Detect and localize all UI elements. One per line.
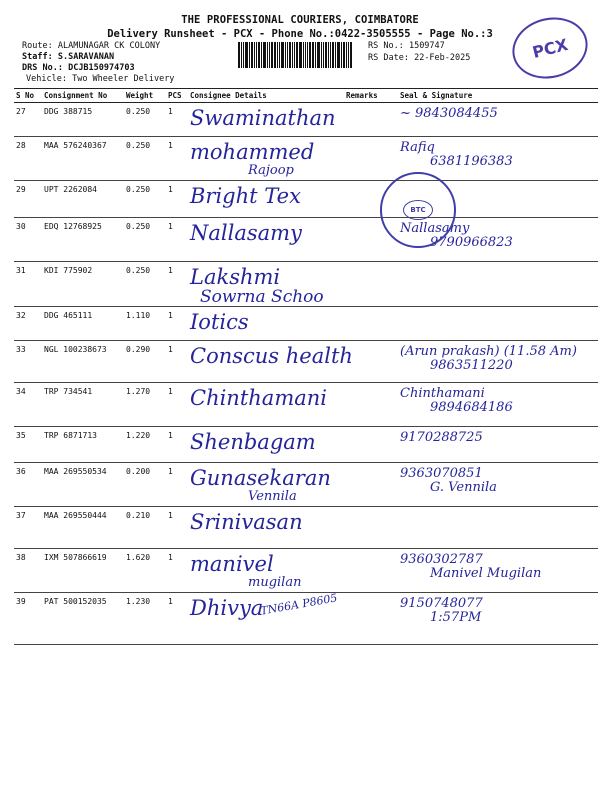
cell-remarks — [344, 383, 398, 427]
barcode-bar — [281, 42, 284, 68]
barcode — [238, 42, 362, 68]
runsheet-table — [14, 88, 598, 645]
cell-weight: 0.250 — [124, 137, 166, 181]
col-consignee: Consignee Details — [188, 89, 344, 103]
signature-line2: Manivel Mugilan — [430, 566, 542, 581]
col-weight: Weight — [124, 89, 166, 103]
signature-line1: Chinthamani — [400, 386, 485, 401]
cell-pcs: 1 — [166, 262, 188, 307]
barcode-bar — [307, 42, 308, 68]
cell-consignment: UPT 2262084 — [42, 181, 124, 218]
consignee-name: Dhivya — [190, 596, 264, 620]
cell-consignee — [188, 463, 344, 507]
rs-no-line — [368, 41, 470, 53]
consignee-name: Gunasekaran — [190, 466, 331, 490]
cell-consignment: TRP 734541 — [42, 383, 124, 427]
table-row — [14, 507, 598, 549]
cell-pcs: 1 — [166, 507, 188, 549]
consignee-side-note: TN66A P8605 — [259, 591, 339, 618]
cell-consignment: PAT 500152035 — [42, 593, 124, 645]
barcode-bar — [328, 42, 329, 68]
table-row — [14, 427, 598, 463]
signature-line1: 9150748077 — [400, 596, 483, 611]
page-title: THE PROFESSIONAL COURIERS, COIMBATORE — [181, 14, 419, 26]
cell-sno: 39 — [14, 593, 42, 645]
cell-consignment: MAA 576240367 — [42, 137, 124, 181]
cell-remarks — [344, 593, 398, 645]
table-row — [14, 549, 598, 593]
consignee-name: Srinivasan — [190, 510, 303, 534]
table-row — [14, 383, 598, 427]
consignee-name: Nallasamy — [190, 221, 302, 245]
barcode-bar — [292, 42, 293, 68]
cell-consignment: NGL 100238673 — [42, 341, 124, 383]
table-header-row — [14, 89, 598, 103]
cell-consignment: MAA 269550534 — [42, 463, 124, 507]
barcode-bar — [299, 42, 302, 68]
route-line — [22, 41, 174, 52]
cell-remarks — [344, 307, 398, 341]
cell-sno: 35 — [14, 427, 42, 463]
cell-signature — [398, 103, 598, 137]
table-row — [14, 218, 598, 262]
drs-line — [22, 63, 174, 74]
barcode-bar — [332, 42, 334, 68]
cell-pcs: 1 — [166, 463, 188, 507]
drs-label: DRS No.: — [22, 63, 63, 73]
consignee-name: Iotics — [190, 310, 249, 334]
cell-consignment: TRP 6871713 — [42, 427, 124, 463]
cell-consignee — [188, 262, 344, 307]
cell-remarks — [344, 507, 398, 549]
col-sno: S No — [14, 89, 42, 103]
cell-signature — [398, 262, 598, 307]
cell-pcs: 1 — [166, 427, 188, 463]
barcode-bar — [285, 42, 286, 68]
barcode-bar — [274, 42, 276, 68]
cell-weight: 0.250 — [124, 103, 166, 137]
barcode-bar — [305, 42, 306, 68]
staff-line — [22, 52, 174, 63]
cell-remarks — [344, 103, 398, 137]
table-row — [14, 262, 598, 307]
signature-line1: ~ 9843084455 — [400, 106, 498, 121]
cell-weight: 0.250 — [124, 181, 166, 218]
cell-signature — [398, 463, 598, 507]
cell-consignee — [188, 507, 344, 549]
barcode-bar — [303, 42, 304, 68]
barcode-bar — [312, 42, 314, 68]
signature-line1: Nallasamy — [400, 221, 470, 236]
cell-consignee — [188, 341, 353, 383]
barcode-bar — [271, 42, 273, 68]
consignee-name-line2: Rajoop — [248, 163, 294, 178]
rs-no-label: RS No.: — [368, 41, 404, 51]
table-row — [14, 181, 598, 218]
cell-pcs: 1 — [166, 307, 188, 341]
barcode-bar — [309, 42, 311, 68]
cell-pcs: 1 — [166, 593, 188, 645]
barcode-bar — [261, 42, 262, 68]
table-row — [14, 341, 598, 383]
cell-sno: 34 — [14, 383, 42, 427]
cell-consignment: DDG 388715 — [42, 103, 124, 137]
staff-value: S.SARAVANAN — [57, 52, 115, 62]
cell-weight: 0.290 — [124, 341, 166, 383]
barcode-bar — [323, 42, 324, 68]
barcode-bar — [254, 42, 255, 68]
barcode-bar — [289, 42, 291, 68]
barcode-bar — [243, 42, 244, 68]
consignee-name: Conscus health — [190, 344, 353, 368]
cell-sno: 31 — [14, 262, 42, 307]
barcode-bar — [348, 42, 349, 68]
cell-consignment: IXM 507866619 — [42, 549, 124, 593]
col-remarks: Remarks — [344, 89, 398, 103]
cell-weight: 0.250 — [124, 262, 166, 307]
cell-pcs: 1 — [166, 103, 188, 137]
drs-value: DCJB150974703 — [68, 63, 135, 73]
barcode-bar — [279, 42, 280, 68]
barcode-bar — [294, 42, 295, 68]
signature-line2: 1:57PM — [430, 610, 482, 625]
cell-pcs: 1 — [166, 383, 188, 427]
consignee-name-line2: Sowrna Schoo — [200, 287, 324, 307]
cell-remarks — [344, 463, 398, 507]
consignee-name: manivel — [190, 552, 274, 576]
signature-line1: 9360302787 — [400, 552, 483, 567]
barcode-bar — [341, 42, 342, 68]
cell-consignee — [188, 103, 344, 137]
barcode-bar — [330, 42, 331, 68]
barcode-bar — [335, 42, 336, 68]
barcode-bar — [249, 42, 250, 68]
consignee-name: Shenbagam — [190, 430, 316, 454]
cell-signature — [398, 549, 598, 593]
rs-no-value: 1509747 — [408, 41, 445, 51]
cell-remarks — [344, 549, 398, 593]
signature-line1: Rafiq — [400, 140, 435, 155]
barcode-bar — [263, 42, 266, 68]
cell-weight: 1.620 — [124, 549, 166, 593]
col-signature: Seal & Signature — [398, 89, 598, 103]
vehicle-value: Two Wheeler Delivery — [72, 74, 175, 84]
cell-pcs: 1 — [166, 137, 188, 181]
consignee-name: mohammed — [190, 140, 315, 164]
consignee-name: Chinthamani — [190, 386, 327, 410]
consignee-name-line2: mugilan — [248, 575, 302, 590]
cell-signature — [398, 427, 598, 463]
cell-remarks — [344, 427, 398, 463]
cell-pcs: 1 — [166, 549, 188, 593]
cell-sno: 27 — [14, 103, 42, 137]
cell-remarks — [344, 262, 398, 307]
runsheet-meta-right — [368, 41, 470, 64]
cell-consignee — [188, 181, 344, 218]
barcode-bar — [241, 42, 242, 68]
cell-remarks — [344, 341, 398, 383]
vehicle-label: Vehicle: — [26, 74, 67, 84]
cell-signature — [398, 341, 598, 383]
table-row — [14, 463, 598, 507]
cell-sno: 32 — [14, 307, 42, 341]
table-row — [14, 103, 598, 137]
barcode-bar — [245, 42, 248, 68]
barcode-bar — [321, 42, 322, 68]
seal-center: BTC — [403, 200, 433, 220]
barcode-bar — [256, 42, 257, 68]
cell-weight: 1.230 — [124, 593, 166, 645]
consignee-name: Bright Tex — [190, 184, 301, 208]
cell-weight: 1.220 — [124, 427, 166, 463]
runsheet-meta-left — [22, 41, 174, 85]
cell-weight: 0.210 — [124, 507, 166, 549]
cell-consignment: EDQ 12768925 — [42, 218, 124, 262]
signature-line2: G. Vennila — [430, 480, 497, 495]
staff-label: Staff: — [22, 52, 53, 62]
barcode-bar — [269, 42, 270, 68]
cell-consignee — [188, 593, 344, 645]
vehicle-line — [26, 74, 174, 85]
cell-weight: 0.200 — [124, 463, 166, 507]
signature-line1: 9170288725 — [400, 430, 483, 445]
barcode-bar — [287, 42, 288, 68]
pcx-stamp: PCX — [506, 10, 594, 87]
table-row — [14, 137, 598, 181]
cell-signature — [398, 307, 598, 341]
cell-signature — [398, 383, 598, 427]
cell-consignee — [188, 549, 344, 593]
cell-sno: 28 — [14, 137, 42, 181]
cell-signature — [398, 593, 598, 645]
barcode-bar — [277, 42, 278, 68]
cell-consignee — [188, 218, 344, 262]
col-consignment: Consignment No — [42, 89, 124, 103]
rs-date-label: RS Date: — [368, 52, 409, 63]
cell-pcs: 1 — [166, 181, 188, 218]
cell-consignee — [188, 307, 344, 341]
table-row — [14, 307, 598, 341]
signature-line2: 9863511220 — [430, 358, 513, 373]
cell-signature — [398, 507, 598, 549]
barcode-bar — [238, 42, 240, 68]
rs-date-line — [368, 53, 470, 65]
cell-consignee — [188, 427, 344, 463]
barcode-bar — [258, 42, 260, 68]
barcode-bar — [346, 42, 347, 68]
cell-consignment: MAA 269550444 — [42, 507, 124, 549]
bright-tex-seal — [380, 172, 456, 248]
table-row — [14, 593, 598, 645]
cell-sno: 29 — [14, 181, 42, 218]
consignee-name: Swaminathan — [190, 106, 336, 130]
route-label: Route: — [22, 41, 53, 51]
cell-weight: 1.110 — [124, 307, 166, 341]
cell-pcs: 1 — [166, 218, 188, 262]
barcode-bar — [325, 42, 327, 68]
barcode-bar — [251, 42, 253, 68]
cell-consignment: KDI 775902 — [42, 262, 124, 307]
col-pcs: PCS — [166, 89, 188, 103]
signature-line1: 9363070851 — [400, 466, 483, 481]
cell-sno: 30 — [14, 218, 42, 262]
cell-remarks — [344, 137, 398, 181]
signature-line2: 6381196383 — [430, 154, 513, 169]
cell-consignment: DDG 465111 — [42, 307, 124, 341]
barcode-bar — [267, 42, 268, 68]
barcode-bar — [315, 42, 316, 68]
barcode-bar — [296, 42, 298, 68]
rs-date-value: 22-Feb-2025 — [414, 52, 471, 63]
cell-sno: 33 — [14, 341, 42, 383]
cell-weight: 0.250 — [124, 218, 166, 262]
consignee-name-line2: Vennila — [248, 489, 297, 504]
route-value: ALAMUNAGAR CK COLONY — [57, 41, 161, 51]
cell-consignee — [188, 137, 344, 181]
cell-sno: 37 — [14, 507, 42, 549]
signature-line2: 9790966823 — [430, 235, 513, 250]
cell-weight: 1.270 — [124, 383, 166, 427]
page-subtitle: Delivery Runsheet - PCX - Phone No.:0422-3505555 - Page No.:3 — [107, 28, 493, 40]
signature-line2: 9894684186 — [430, 400, 513, 415]
consignee-name: Lakshmi — [190, 265, 281, 289]
barcode-bar — [317, 42, 320, 68]
cell-sno: 38 — [14, 549, 42, 593]
signature-line1: (Arun prakash) (11.58 Am) — [400, 344, 577, 359]
barcode-bar — [343, 42, 345, 68]
barcode-bar — [350, 42, 352, 68]
cell-consignee — [188, 383, 344, 427]
cell-pcs: 1 — [166, 341, 188, 383]
cell-sno: 36 — [14, 463, 42, 507]
barcode-bar — [337, 42, 340, 68]
